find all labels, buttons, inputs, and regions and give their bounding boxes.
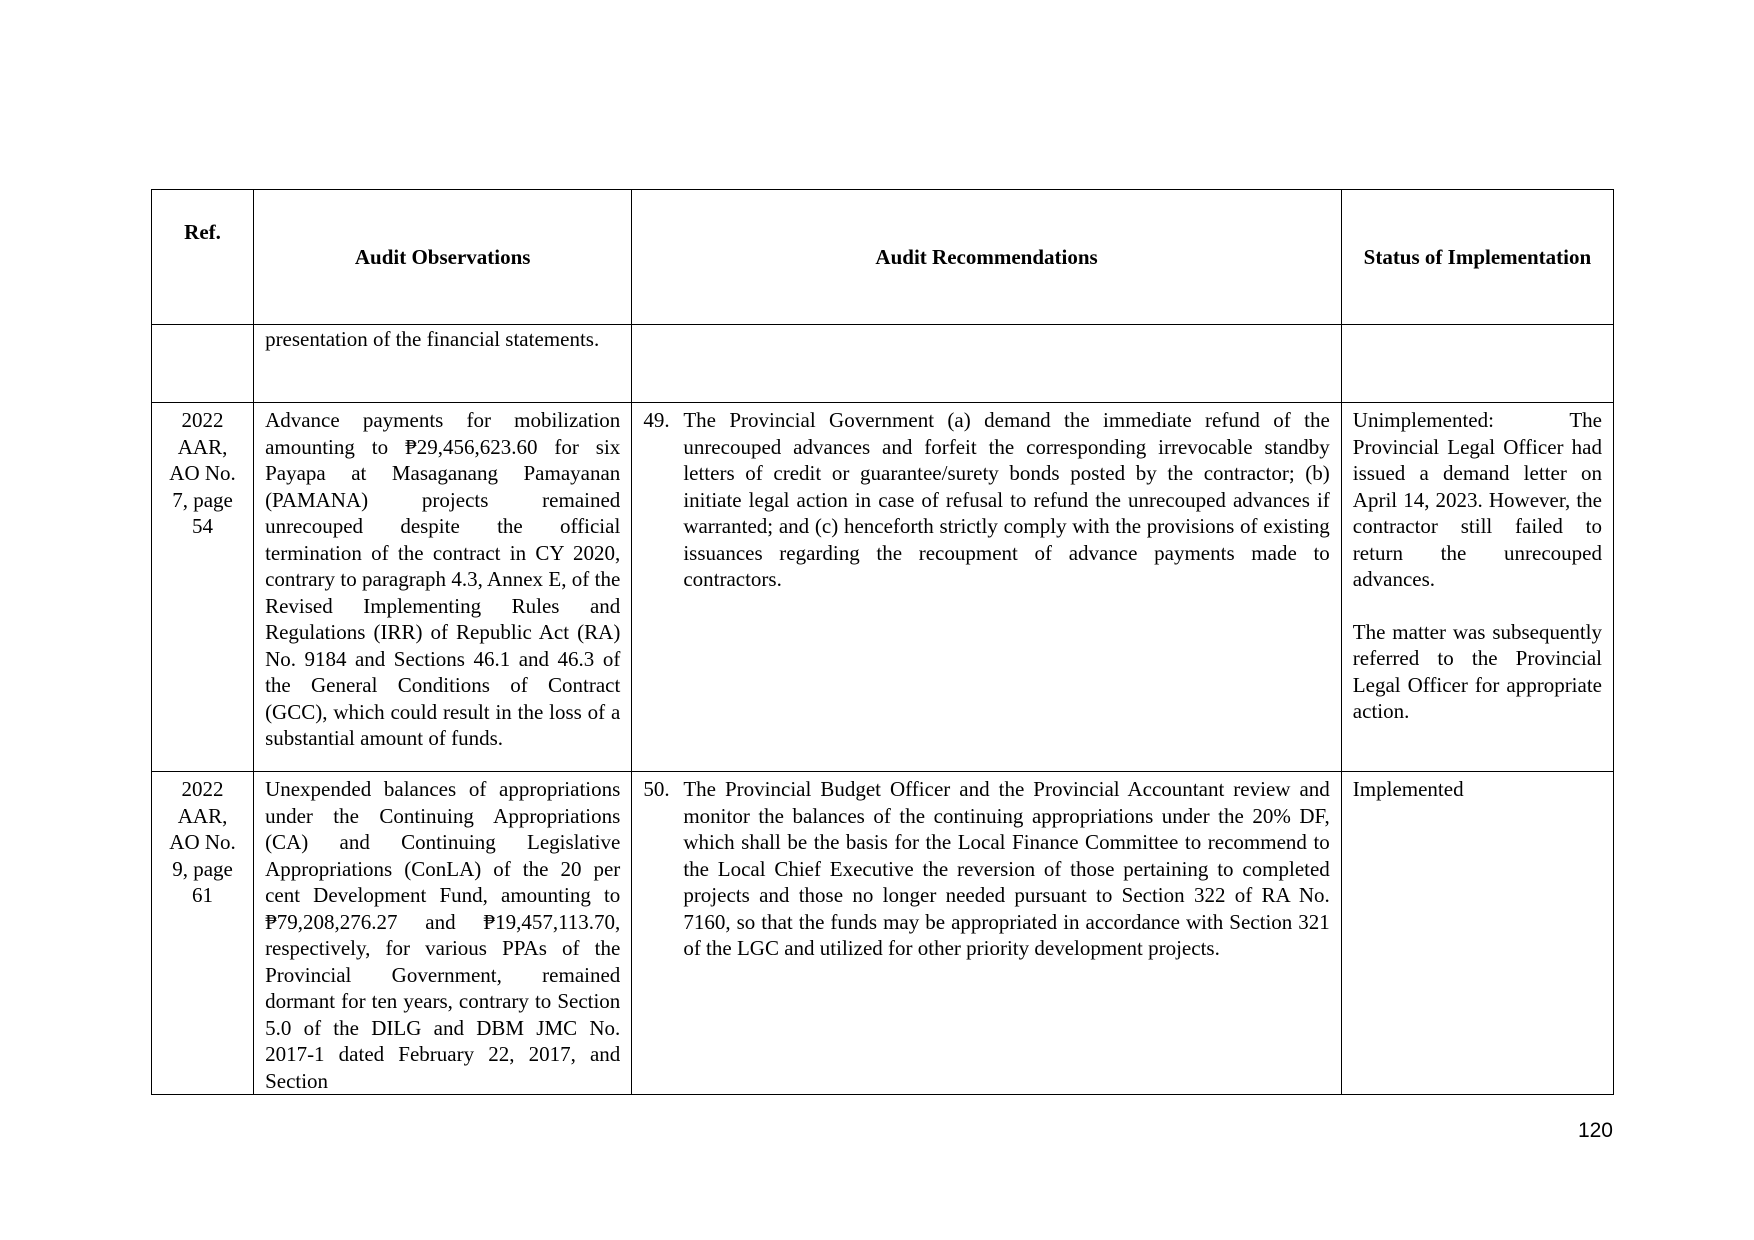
row-status xyxy=(1341,325,1613,403)
status-text: Implemented xyxy=(1352,777,1464,801)
recommendation-text: The Provincial Government (a) demand the immediate refund of the unrecouped advances and forfeit the corresponding irrevocable standby letters of credit or guarantee/surety bonds posted by the contractor; (b) initiate legal action in case of refusal to refund the unrecouped advances if warranted; and (c) henceforth strictly comply with the provisions of existing issuances regarding the recoupment of advance payments made to contractors. xyxy=(683,408,1330,591)
table-row xyxy=(152,403,1614,772)
header-status-of-implementation: Status of Implementation xyxy=(1341,190,1613,325)
recommendation-item xyxy=(643,407,1329,593)
row-status xyxy=(1341,772,1613,1095)
audit-table xyxy=(151,189,1614,1095)
page-number: 120 xyxy=(1577,1119,1613,1142)
row-status xyxy=(1341,403,1613,772)
status-text: Unimplemented: The Provincial Legal Officer had issued a demand letter on April 14, 2023. However, the contractor still failed to return the unrecouped advances. xyxy=(1352,408,1602,591)
recommendation-number: 50. xyxy=(643,777,670,801)
status-text: The matter was subsequently referred to the Provincial Legal Officer for appropriate action. xyxy=(1352,619,1602,723)
table-header-row xyxy=(152,190,1614,325)
row-recommendation xyxy=(632,325,1341,403)
header-audit-recommendations: Audit Recommendations xyxy=(632,190,1341,325)
row-ref: 2022 AAR, AO No. 7, page 54 xyxy=(152,403,254,772)
table-row xyxy=(152,325,1614,403)
row-recommendation xyxy=(632,772,1341,1095)
recommendation-item xyxy=(643,776,1329,962)
header-audit-observations: Audit Observations xyxy=(254,190,632,325)
row-observation: Advance payments for mobilization amounting to ₱29,456,623.60 for six Payapa at Masaganang Pamayanan (PAMANA) projects remained unrecouped despite the official termination of the contract in CY 2020, contrary to paragraph 4.3, Annex E, of the Revised Implementing Rules and Regulations (IRR) of Republic Act (RA) No. 9184 and Sections 46.1 and 46.3 of the General Conditions of Contract (GCC), which could result in the loss of a substantial amount of funds. xyxy=(254,403,632,772)
row-ref xyxy=(152,325,254,403)
table-row xyxy=(152,772,1614,1095)
header-ref: Ref. xyxy=(152,190,254,325)
row-observation: Unexpended balances of appropriations under the Continuing Appropriations (CA) and Continuing Legislative Appropriations (ConLA) of the 20 per cent Development Fund, amounting to ₱79,208,276.27 and ₱19,457,113.70, respectively, for various PPAs of the Provincial Government, remained dormant for ten years, contrary to Section 5.0 of the DILG and DBM JMC No. 2017-1 dated February 22, 2017, and Section xyxy=(254,772,632,1095)
recommendation-number: 49. xyxy=(643,408,670,432)
row-recommendation xyxy=(632,403,1341,772)
recommendation-text: The Provincial Budget Officer and the Provincial Accountant review and monitor the balances of the continuing appropriations under the 20% DF, which shall be the basis for the Local Finance Committee to recommend to the Local Chief Executive the reversion of those pertaining to completed projects and those no longer needed pursuant to Section 322 of RA No. 7160, so that the funds may be appropriated in accordance with Section 321 of the LGC and utilized for other priority development projects. xyxy=(683,777,1330,960)
row-observation: presentation of the financial statements. xyxy=(254,325,632,403)
row-ref: 2022 AAR, AO No. 9, page 61 xyxy=(152,772,254,1095)
